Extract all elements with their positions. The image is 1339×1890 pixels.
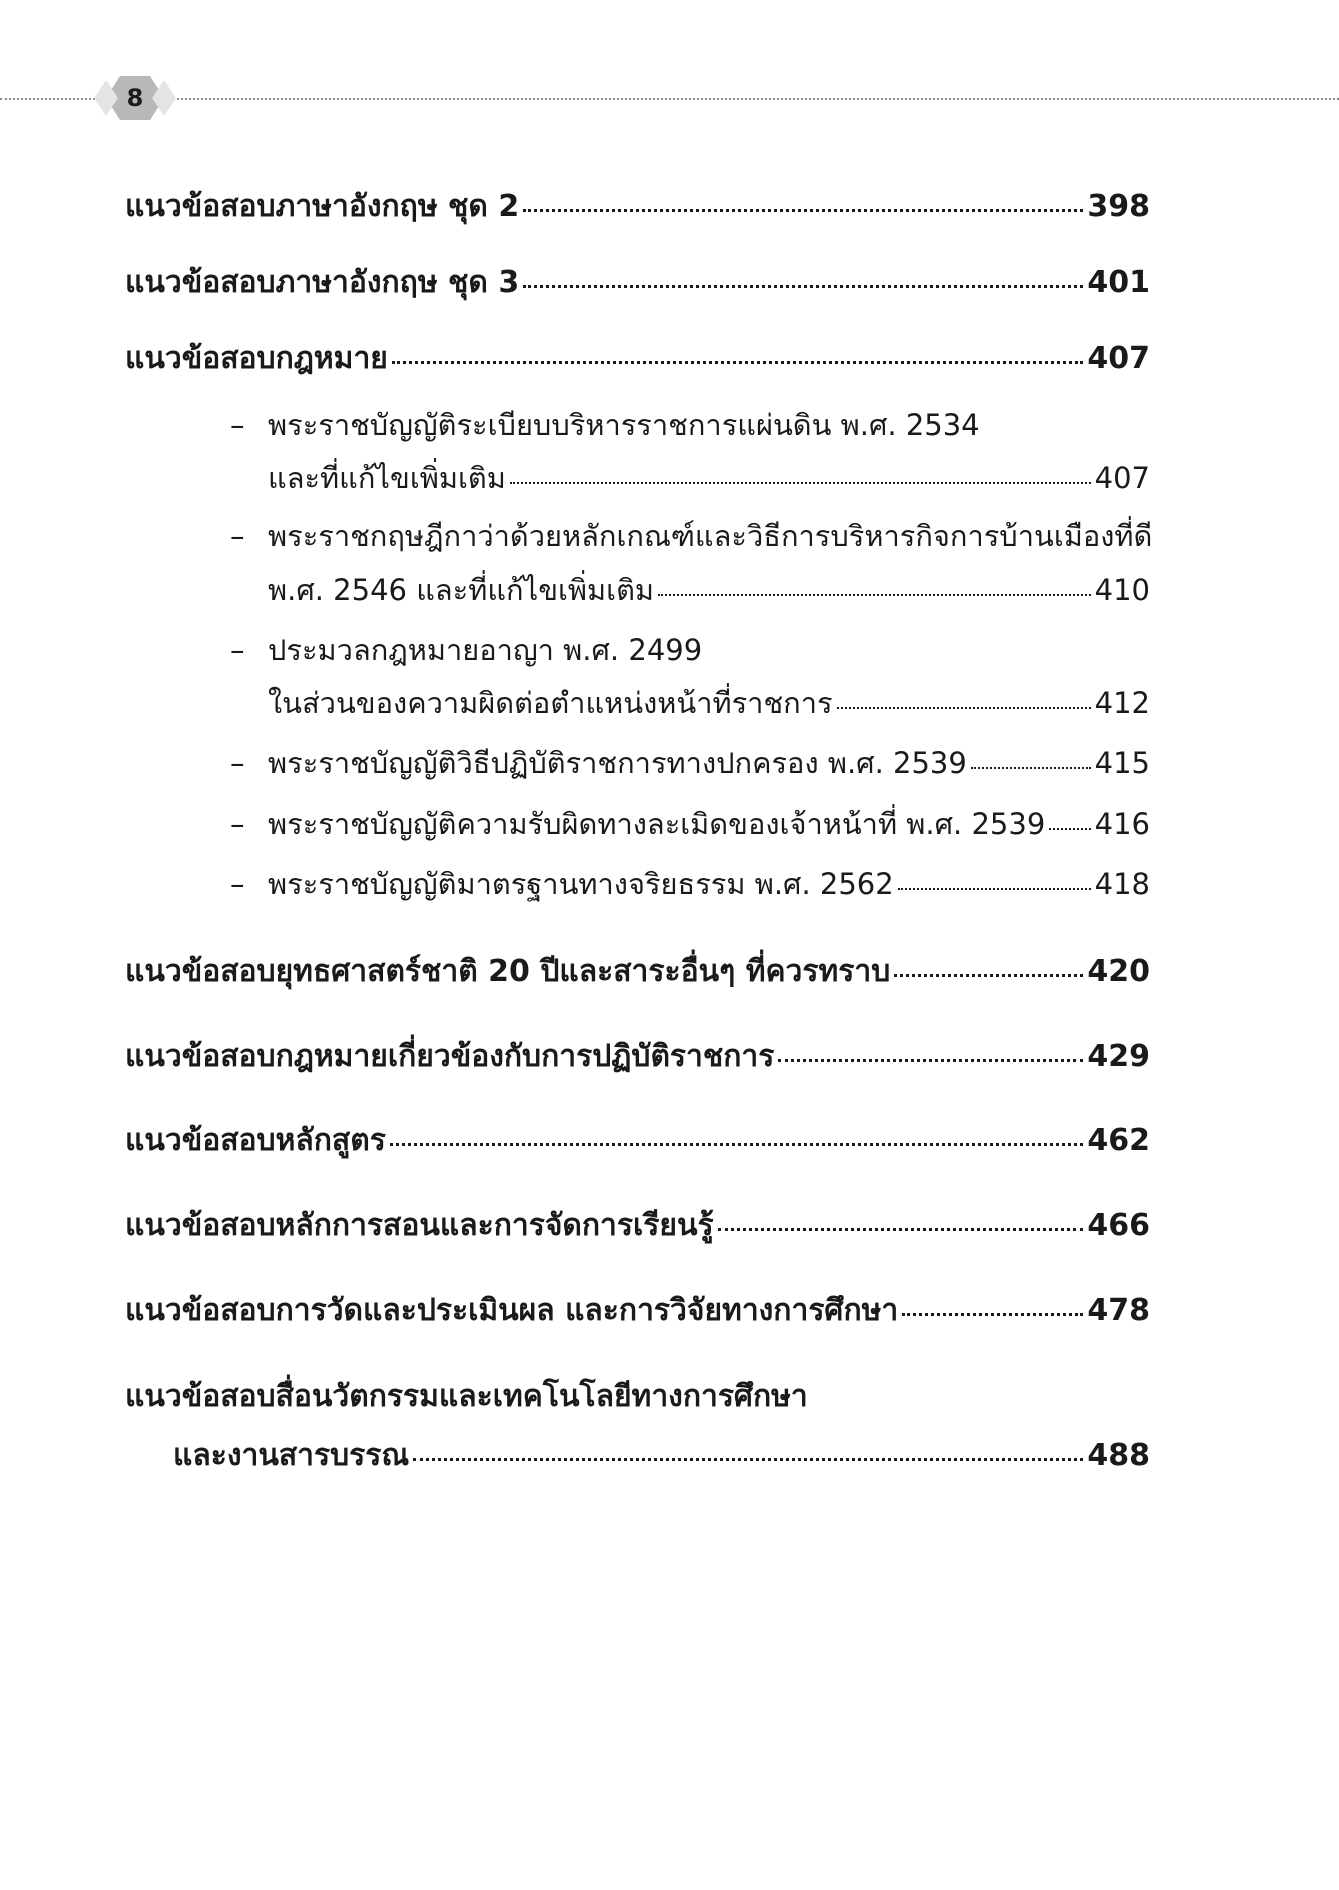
- leader-dots: [778, 1059, 1083, 1062]
- leader-dots: [894, 974, 1083, 977]
- toc-entry-media-technology-line2[interactable]: [173, 1432, 1150, 1479]
- leader-dots: [718, 1228, 1084, 1231]
- toc-entry-national-strategy[interactable]: [125, 948, 1150, 995]
- toc-subentry-admin-procedure-act[interactable]: [230, 740, 1150, 786]
- toc-entry-civil-service-law[interactable]: [125, 1033, 1150, 1080]
- toc-entry-page: 420: [1087, 954, 1150, 989]
- toc-entry-measurement-research[interactable]: [125, 1287, 1150, 1334]
- page-number: 8: [126, 84, 144, 112]
- toc-entry-title: แนวข้อสอบหลักการสอนและการจัดการเรียนรู้: [125, 1208, 714, 1243]
- toc-subentry-admin-act-line2[interactable]: [268, 455, 1150, 501]
- toc-subentry-title: พระราชบัญญัติความรับผิดทางละเมิดของเจ้าหน้าที่ พ.ศ. 2539: [268, 807, 1046, 841]
- toc-subentry-ethics-standards-act[interactable]: [230, 861, 1150, 907]
- leader-dots: [1049, 828, 1090, 830]
- leader-dots: [837, 707, 1091, 709]
- toc-subentry-good-governance-line2[interactable]: [268, 567, 1150, 613]
- toc-subentry-title: พระราชกฤษฎีกาว่าด้วยหลักเกณฑ์และวิธีการบริหารกิจการบ้านเมืองที่ดี: [268, 519, 1153, 553]
- toc-entry-title-cont: และงานสารบรรณ: [173, 1438, 410, 1473]
- leader-dots: [523, 209, 1083, 212]
- toc-subentry-title-cont: และที่แก้ไขเพิ่มเติม: [268, 461, 506, 495]
- toc-subentry-page: 415: [1094, 746, 1150, 780]
- toc-entry-page: 398: [1087, 189, 1150, 224]
- toc-subentry-page: 418: [1094, 867, 1150, 901]
- toc-subentry-title-cont: ในส่วนของความผิดต่อตำแหน่งหน้าที่ราชการ: [268, 686, 833, 720]
- toc-entry-page: 401: [1087, 265, 1150, 300]
- toc-entry-page: 429: [1087, 1039, 1150, 1074]
- toc-entry-title: แนวข้อสอบหลักสูตร: [125, 1123, 386, 1158]
- leader-dots: [390, 1143, 1084, 1146]
- leader-dots: [392, 361, 1084, 364]
- toc-subentry-good-governance-line1[interactable]: [230, 513, 1152, 559]
- toc-entry-english-set-3[interactable]: [125, 259, 1150, 306]
- toc-subentry-criminal-code-line1[interactable]: [230, 627, 702, 673]
- toc-entry-title: แนวข้อสอบยุทธศาสตร์ชาติ 20 ปีและสาระอื่นๆ ที่ควรทราบ: [125, 954, 891, 989]
- leader-dots: [898, 888, 1091, 890]
- leader-dots: [902, 1313, 1083, 1316]
- toc-subentry-page: 410: [1094, 573, 1150, 607]
- bullet-dash: –: [230, 519, 245, 553]
- toc-entry-curriculum[interactable]: [125, 1117, 1150, 1164]
- toc-subentry-tort-liability-act[interactable]: [230, 801, 1150, 847]
- toc-entry-media-technology-line1[interactable]: [125, 1373, 808, 1420]
- leader-dots: [510, 482, 1091, 484]
- toc-subentry-title: พระราชบัญญัติมาตรฐานทางจริยธรรม พ.ศ. 2562: [268, 867, 894, 901]
- toc-entry-page: 407: [1087, 341, 1150, 376]
- leader-dots: [523, 285, 1083, 288]
- bullet-dash: –: [230, 807, 245, 841]
- toc-subentry-page: 416: [1094, 807, 1150, 841]
- toc-entry-title: แนวข้อสอบการวัดและประเมินผล และการวิจัยทางการศึกษา: [125, 1293, 899, 1328]
- toc-subentry-page: 407: [1094, 461, 1150, 495]
- bullet-dash: –: [230, 746, 245, 780]
- bullet-dash: –: [230, 408, 245, 442]
- toc-entry-page: 466: [1087, 1208, 1150, 1243]
- toc-entry-title: แนวข้อสอบสื่อนวัตกรรมและเทคโนโลยีทางการศึกษา: [125, 1379, 808, 1414]
- toc-subentry-criminal-code-line2[interactable]: [268, 680, 1150, 726]
- page-number-badge: [92, 70, 178, 126]
- toc-entry-title: แนวข้อสอบกฎหมาย: [125, 341, 388, 376]
- toc-subentry-title-cont: พ.ศ. 2546 และที่แก้ไขเพิ่มเติม: [268, 573, 655, 607]
- toc-entry-english-set-2[interactable]: [125, 183, 1150, 230]
- toc-subentry-page: 412: [1094, 686, 1150, 720]
- toc-entry-teaching-learning[interactable]: [125, 1202, 1150, 1249]
- header-dotted-rule: [0, 98, 1339, 100]
- toc-entry-title: แนวข้อสอบกฎหมายเกี่ยวข้องกับการปฏิบัติราชการ: [125, 1039, 775, 1074]
- toc-entry-law[interactable]: [125, 335, 1150, 382]
- toc-entry-page: 478: [1087, 1293, 1150, 1328]
- bullet-dash: –: [230, 633, 245, 667]
- toc-entry-page: 462: [1087, 1123, 1150, 1158]
- toc-entry-title: แนวข้อสอบภาษาอังกฤษ ชุด 2: [125, 189, 520, 224]
- leader-dots: [658, 594, 1091, 596]
- leader-dots: [413, 1458, 1083, 1461]
- toc-subentry-title: พระราชบัญญัติวิธีปฏิบัติราชการทางปกครอง พ.ศ. 2539: [268, 746, 967, 780]
- toc-subentry-title: พระราชบัญญัติระเบียบบริหารราชการแผ่นดิน พ.ศ. 2534: [268, 408, 980, 442]
- bullet-dash: –: [230, 867, 245, 901]
- leader-dots: [971, 767, 1091, 769]
- toc-subentry-admin-act-line1[interactable]: [230, 402, 980, 448]
- toc-entry-title: แนวข้อสอบภาษาอังกฤษ ชุด 3: [125, 265, 520, 300]
- toc-entry-page: 488: [1087, 1438, 1150, 1473]
- toc-subentry-title: ประมวลกฎหมายอาญา พ.ศ. 2499: [268, 633, 703, 667]
